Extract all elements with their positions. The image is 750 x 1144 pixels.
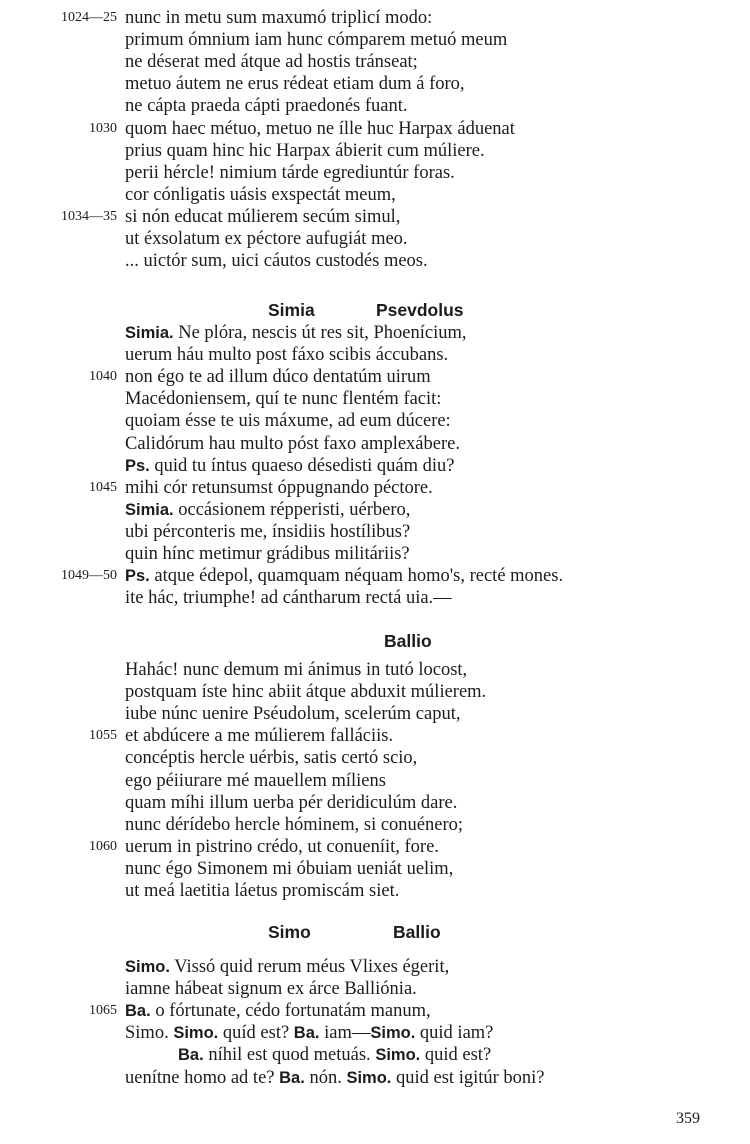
text-segment: quoiam ésse te uis máxume, ad eum dúcere: <box>125 411 451 432</box>
text-segment: quam míhi illum uerba pér deridiculúm dare. <box>125 792 458 813</box>
text-segment: ubi pérconteris me, ínsidiis hostílibus? <box>125 521 411 542</box>
verse-text <box>125 956 449 978</box>
line-number: 1055 <box>89 728 117 744</box>
verse-text <box>125 162 455 184</box>
text-segment: o fórtunate, cédo fortunatám manum, <box>150 1001 431 1022</box>
text-segment: Hahác! nunc demum mi ánimus in tutó locost, <box>125 660 468 680</box>
text-segment: iam— <box>319 1023 371 1044</box>
verse-line <box>0 956 750 978</box>
verse-line <box>0 1044 750 1066</box>
verse-text <box>125 587 452 609</box>
speaker-label: Ba. <box>293 1024 320 1043</box>
verse-line <box>0 978 750 1000</box>
verse-line <box>0 95 750 117</box>
verse-text <box>125 725 393 747</box>
text-segment: prius quam hinc hic Harpax ábierit cum múliere. <box>125 140 485 161</box>
line-number: 1040 <box>89 369 117 385</box>
speaker-heading: Psevdolus <box>376 300 464 320</box>
verse-line <box>0 477 750 499</box>
verse-text <box>125 978 417 1000</box>
verse-line <box>0 565 750 587</box>
verse-line <box>0 118 750 140</box>
verse-text <box>125 410 451 432</box>
text-segment: ne déserat med átque ad hostis tránseat; <box>125 52 418 73</box>
text-segment: mihi cór retunsumst óppugnando péctore. <box>125 477 433 498</box>
text-segment: Simo. <box>125 1023 174 1044</box>
verse-line <box>0 659 750 681</box>
verse-text <box>125 73 465 95</box>
verse-line <box>0 206 750 228</box>
speaker-heading: Simia <box>268 300 315 320</box>
line-number: 1034—35 <box>61 208 117 224</box>
speaker-label: Simia. <box>125 500 174 519</box>
verse-line <box>0 880 750 902</box>
text-segment: cor cónligatis uásis exspectát meum, <box>125 184 396 205</box>
text-segment: non égo te ad illum dúco dentatúm uirum <box>125 367 431 388</box>
line-number: 1060 <box>89 838 117 854</box>
verse-text <box>125 140 485 162</box>
verse-text <box>125 543 410 565</box>
speaker-label: Simo. <box>370 1024 416 1043</box>
text-segment: ut meá laetitia láetus promiscám siet. <box>125 881 400 901</box>
verse-line <box>0 543 750 565</box>
verse-line <box>0 388 750 410</box>
text-segment: quid tu íntus quaeso désedisti quám diu? <box>149 455 455 476</box>
text-segment: concéptis hercle uérbis, satis certó scio, <box>125 748 418 769</box>
speaker-heading: Ballio <box>384 631 432 651</box>
verse-line <box>0 51 750 73</box>
verse-line <box>0 1067 750 1089</box>
speaker-label: Ps. <box>125 456 150 475</box>
verse-text <box>125 184 396 206</box>
verse-line <box>0 250 750 272</box>
verse-text <box>125 703 460 725</box>
verse-text <box>178 1044 491 1066</box>
text-segment: ... uictór sum, uici cáutos custodés meos. <box>125 251 428 272</box>
verse-text <box>125 836 439 858</box>
verse-text <box>125 858 453 880</box>
verse-line <box>0 455 750 477</box>
verse-text <box>125 366 431 388</box>
verse-line <box>0 366 750 388</box>
verse-text <box>125 1067 545 1089</box>
text-segment: si nón educat múlierem secúm simul, <box>125 206 401 227</box>
verse-text <box>125 228 408 250</box>
text-segment: quid iam? <box>415 1023 494 1044</box>
speaker-label: Ba. <box>279 1068 305 1087</box>
verse-text <box>125 51 418 73</box>
verse-line <box>0 681 750 703</box>
text-segment: quid est? <box>420 1045 492 1066</box>
verse-line <box>0 162 750 184</box>
verse-line <box>0 228 750 250</box>
text-segment: Vissó quid rerum méus Vlixes égerit, <box>169 957 450 977</box>
speaker-label: Simo. <box>173 1024 219 1043</box>
text-segment: occásionem répperisti, uérbero, <box>173 499 411 520</box>
verse-text <box>125 388 441 410</box>
verse-line <box>0 792 750 814</box>
text-segment: Ne plóra, nescis út res sit, Phoenícium, <box>173 323 467 343</box>
verse-text <box>125 499 410 521</box>
text-segment: quom haec métuo, metuo ne ílle huc Harpax áduenat <box>125 118 515 139</box>
verse-text <box>125 455 454 477</box>
verse-line <box>0 7 750 29</box>
verse-line <box>0 747 750 769</box>
text-segment: ite hác, triumphe! ad cántharum rectá uia.— <box>125 588 452 609</box>
verse-text <box>125 1022 493 1044</box>
text-segment: ego péiiurare mé mauellem míliens <box>125 770 386 791</box>
verse-line <box>0 499 750 521</box>
text-segment: uerum háu multo post fáxo scibis áccubans. <box>125 345 449 366</box>
speaker-heading: Simo <box>268 922 311 942</box>
verse-line <box>0 29 750 51</box>
text-segment: postquam íste hinc abiit átque abduxit múlierem. <box>125 682 487 703</box>
verse-text <box>125 565 563 587</box>
text-segment: et abdúcere a me múlierem falláciis. <box>125 726 394 747</box>
verse-line <box>0 770 750 792</box>
line-number: 1030 <box>89 120 117 136</box>
verse-text <box>125 7 432 29</box>
text-segment: atque édepol, quamquam néquam homo's, recté mones. <box>149 566 564 587</box>
verse-text <box>125 747 417 769</box>
verse-text <box>125 250 428 272</box>
verse-line <box>0 1022 750 1044</box>
text-segment: iube núnc uenire Pséudolum, scelerúm caput, <box>125 704 461 725</box>
text-segment: nunc in metu sum maxumó triplicí modo: <box>125 8 433 28</box>
verse-line <box>0 703 750 725</box>
text-segment: quíd est? <box>218 1023 294 1044</box>
text-segment: nunc dérídebo hercle hóminem, si conuénero; <box>125 814 464 835</box>
line-number: 1024—25 <box>61 10 117 25</box>
verse-line <box>0 322 750 344</box>
verse-text <box>125 322 466 344</box>
verse-line <box>0 1000 750 1022</box>
text-segment: iamne hábeat signum ex árce Balliónia. <box>125 979 417 1000</box>
text-segment: ne cápta praeda cápti praedonés fuant. <box>125 96 408 117</box>
speaker-heading: Ballio <box>393 922 441 942</box>
verse-line <box>0 521 750 543</box>
verse-text <box>125 1000 431 1022</box>
verse-line <box>0 433 750 455</box>
verse-text <box>125 521 410 543</box>
verse-line <box>0 184 750 206</box>
verse-text <box>125 29 507 51</box>
text-segment: primum ómnium iam hunc cómparem metuó meum <box>125 30 508 51</box>
speaker-label: Ps. <box>125 567 150 586</box>
verse-text <box>125 433 460 455</box>
speaker-label: Simo. <box>375 1046 421 1065</box>
speaker-label: Ba. <box>178 1046 204 1065</box>
verse-text <box>125 792 457 814</box>
text-segment: quid est igitúr boni? <box>391 1067 545 1088</box>
verse-text <box>125 659 467 681</box>
speaker-label: Simo. <box>125 958 170 976</box>
verse-text <box>125 770 386 792</box>
page-number: 359 <box>676 1110 700 1127</box>
verse-line <box>0 73 750 95</box>
verse-line <box>0 344 750 366</box>
text-segment: ut éxsolatum ex péctore aufugiát meo. <box>125 229 408 249</box>
text-segment: nón. <box>304 1067 347 1088</box>
verse-text <box>125 814 463 836</box>
verse-text <box>125 95 408 117</box>
line-number: 1049—50 <box>61 568 117 584</box>
verse-line <box>0 858 750 880</box>
verse-text <box>125 681 486 703</box>
text-segment: perii hércle! nimium tárde egrediuntúr foras. <box>125 162 455 183</box>
verse-text <box>125 118 515 140</box>
speaker-label: Simo. <box>346 1068 392 1087</box>
verse-text <box>125 477 433 499</box>
text-segment: Calidórum hau multo póst faxo amplexábere. <box>125 433 460 454</box>
verse-line <box>0 836 750 858</box>
verse-text <box>125 344 448 366</box>
verse-line <box>0 587 750 609</box>
text-segment: metuo áutem ne erus rédeat etiam dum á foro, <box>125 74 465 95</box>
text-segment: uerum in pistrino crédo, ut conueníit, fore. <box>125 836 439 857</box>
speaker-label: Ba. <box>125 1002 151 1021</box>
text-segment: níhil est quod metuás. <box>203 1045 376 1066</box>
verse-line <box>0 410 750 432</box>
verse-line <box>0 814 750 836</box>
text-segment: Macédoniensem, quí te nunc flentém facit: <box>125 389 442 410</box>
verse-line <box>0 140 750 162</box>
verse-text <box>125 206 400 228</box>
speaker-label: Simia. <box>125 324 174 342</box>
line-number: 1045 <box>89 479 117 495</box>
verse-text <box>125 880 399 902</box>
line-number: 1065 <box>89 1003 117 1019</box>
text-segment: nunc égo Simonem mi óbuiam ueniát uelim, <box>125 858 454 879</box>
text-segment: quin hínc metimur grádibus militáriis? <box>125 544 410 564</box>
verse-line <box>0 725 750 747</box>
text-segment: uenítne homo ad te? <box>125 1067 280 1088</box>
